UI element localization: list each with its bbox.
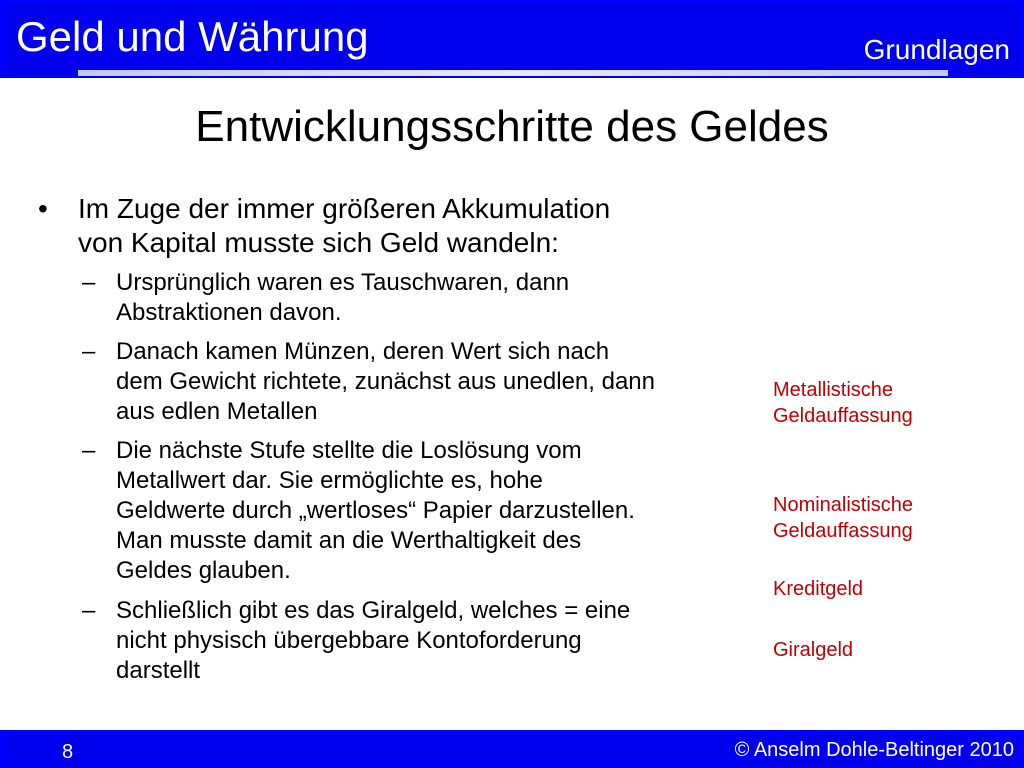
side-note-giralgeld	[773, 637, 1013, 663]
sub-bullet-line: nicht physisch übergebbare Kontoforderung	[116, 627, 582, 654]
side-note-nominalistische	[773, 492, 1013, 544]
side-note-metallistische	[773, 377, 1013, 429]
sub-bullet-line: Man musste damit an die Werthaltigkeit des	[116, 527, 582, 554]
sub-bullet-line: dem Gewicht richtete, zunächst aus unedlen, dann	[116, 368, 655, 395]
side-note-line: Nominalistische	[773, 494, 914, 516]
side-note-line: Kreditgeld	[773, 578, 864, 600]
side-note-kreditgeld	[773, 576, 1013, 602]
bullet-marker: •	[38, 193, 48, 224]
sub-bullet-line: Die nächste Stufe stellte die Loslösung vom	[116, 437, 582, 464]
dash-marker: –	[82, 269, 96, 296]
sub-bullet-line: Geldwerte durch „wertloses“ Papier darzustellen.	[116, 497, 635, 524]
sub-bullet-line: Schließlich gibt es das Giralgeld, welches = eine	[116, 597, 631, 624]
header-divider	[78, 70, 948, 76]
page-number: 8	[62, 741, 74, 763]
sub-bullet-line: Metallwert dar. Sie ermöglichte es, hohe	[116, 467, 543, 494]
sub-bullet-text	[116, 337, 762, 427]
sub-bullet-line: Ursprünglich waren es Tauschwaren, dann	[116, 269, 570, 296]
sub-bullet-text	[116, 596, 762, 686]
sub-bullet-text	[116, 436, 762, 586]
main-bullet-line: von Kapital musste sich Geld wandeln:	[78, 227, 559, 258]
dash-marker: –	[82, 338, 96, 365]
sub-bullet-line: Abstraktionen davon.	[116, 299, 342, 326]
main-bullet-text	[78, 192, 768, 260]
sub-bullet-line: Geldes glauben.	[116, 557, 291, 584]
main-bullet-line: Im Zuge der immer größeren Akkumulation	[78, 193, 611, 224]
sub-bullet-line: aus edlen Metallen	[116, 398, 318, 425]
dash-marker: –	[82, 597, 96, 624]
header-section: Grundlagen	[863, 34, 1010, 65]
slide-title: Entwicklungsschritte des Geldes	[195, 102, 829, 151]
sub-bullet-line: darstellt	[116, 657, 201, 684]
sub-bullet-text	[116, 268, 762, 328]
side-note-line: Giralgeld	[773, 639, 854, 661]
side-note-line: Geldauffassung	[773, 405, 913, 427]
header-title: Geld und Währung	[16, 13, 369, 60]
side-note-line: Metallistische	[773, 379, 894, 401]
sub-bullet-line: Danach kamen Münzen, deren Wert sich nach	[116, 338, 610, 365]
side-note-line: Geldauffassung	[773, 520, 913, 542]
copyright-notice: © Anselm Dohle-Beltinger 2010	[734, 739, 1014, 761]
dash-marker: –	[82, 437, 96, 464]
